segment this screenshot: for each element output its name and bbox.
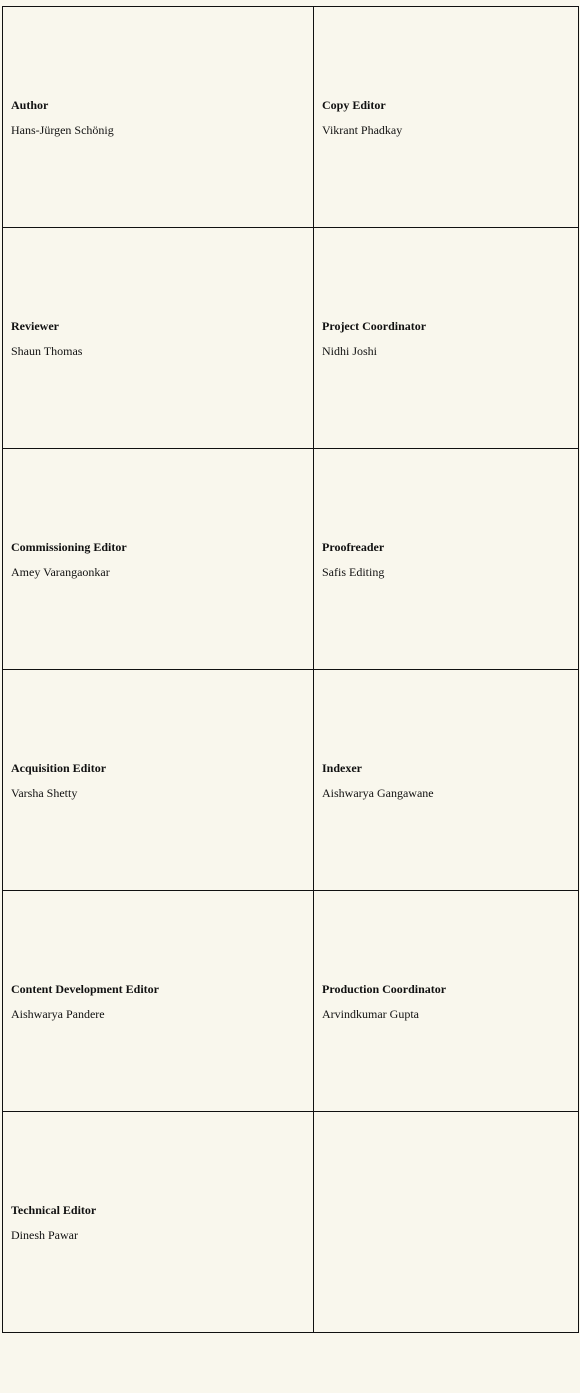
credit-role: Technical Editor: [11, 1202, 97, 1217]
credit-cell: [314, 670, 579, 891]
credit-name: Shaun Thomas: [11, 343, 83, 358]
credit-cell: [3, 7, 314, 228]
credit-role: Reviewer: [11, 318, 59, 333]
credit-cell: [3, 670, 314, 891]
credit-role: Indexer: [322, 760, 362, 775]
credits-row: [3, 228, 579, 449]
credit-name: Nidhi Joshi: [322, 343, 378, 358]
credits-table: [2, 6, 579, 1333]
credit-role: Proofreader: [322, 539, 385, 554]
credit-role: Author: [11, 97, 49, 112]
credit-name: Amey Varangaonkar: [11, 564, 110, 579]
credit-role: Project Coordinator: [322, 318, 427, 333]
credit-role: Acquisition Editor: [11, 760, 107, 775]
credit-name: Vikrant Phadkay: [322, 122, 403, 137]
credit-name: Aishwarya Gangawane: [322, 785, 434, 800]
credit-cell: [3, 228, 314, 449]
credits-row: [3, 7, 579, 228]
credit-role: Content Development Editor: [11, 981, 159, 996]
credit-name: Aishwarya Pandere: [11, 1006, 105, 1021]
credit-cell: [3, 1112, 314, 1333]
credit-name: Dinesh Pawar: [11, 1227, 78, 1242]
credit-role: Copy Editor: [322, 97, 386, 112]
credit-cell: [3, 449, 314, 670]
credit-cell: [3, 891, 314, 1112]
credit-cell: [314, 891, 579, 1112]
credit-name: Hans-Jürgen Schönig: [11, 122, 114, 137]
credits-row: [3, 670, 579, 891]
credit-cell: [314, 228, 579, 449]
credit-cell: [314, 7, 579, 228]
credits-row: [3, 449, 579, 670]
credit-cell-empty: [314, 1112, 579, 1333]
credits-row: [3, 1112, 579, 1333]
credit-role: Production Coordinator: [322, 981, 447, 996]
credit-name: Arvindkumar Gupta: [322, 1006, 419, 1021]
credit-role: Commissioning Editor: [11, 539, 127, 554]
credit-cell: [314, 449, 579, 670]
credit-name: Safis Editing: [322, 564, 385, 579]
credit-name: Varsha Shetty: [11, 785, 78, 800]
credits-row: [3, 891, 579, 1112]
